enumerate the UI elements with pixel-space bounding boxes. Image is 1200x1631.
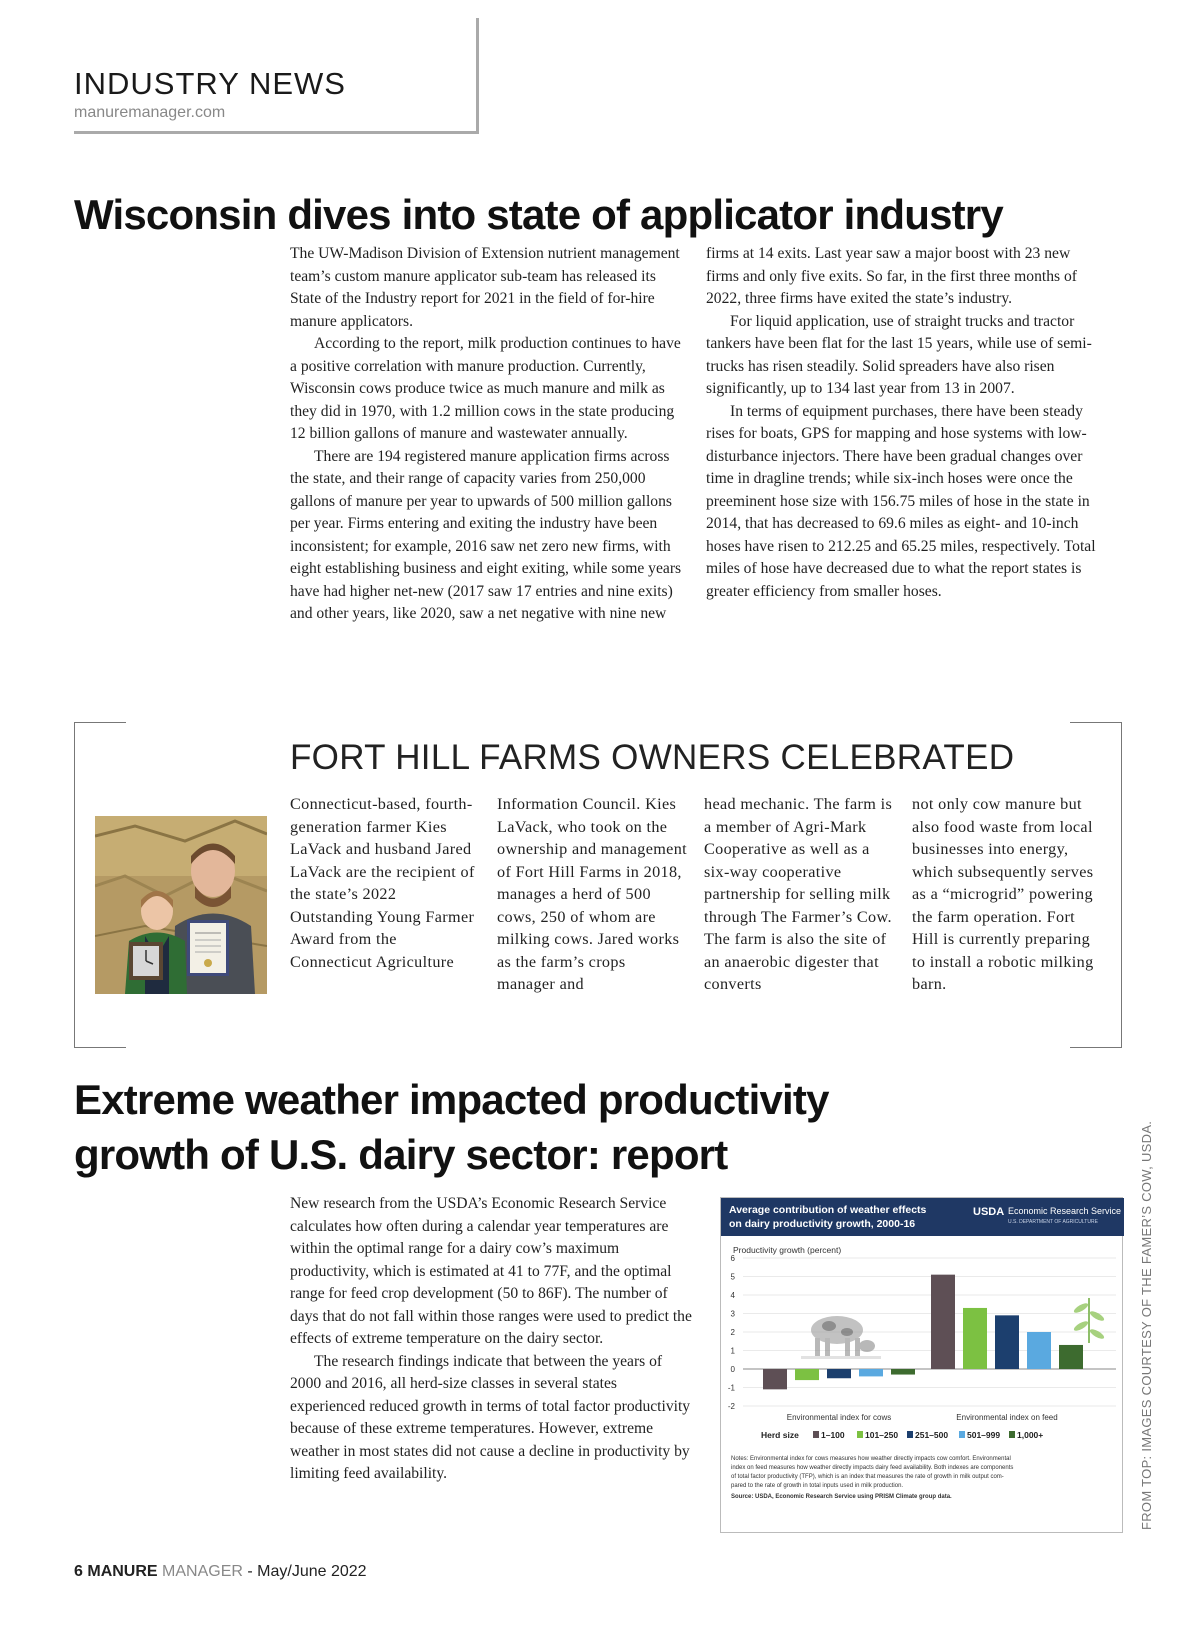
chart-category-label: Environmental index on feed — [956, 1413, 1058, 1422]
chart-bar — [763, 1369, 787, 1389]
magazine-name-bold: MANURE — [87, 1563, 158, 1580]
section-header — [74, 18, 479, 134]
box-title: FORT HILL FARMS OWNERS CELEBRATED — [290, 738, 1015, 777]
chart-notes-line: index on feed measures how weather directly impacts dairy feed availability. Both indexes are components — [731, 1465, 1014, 1471]
chart-tick-label: 1 — [730, 1346, 735, 1356]
chart-bar — [995, 1315, 1019, 1369]
chart-bar — [1027, 1332, 1051, 1369]
chart-legend-label: 1–100 — [821, 1430, 845, 1440]
chart-category-label: Environmental index for cows — [786, 1413, 892, 1422]
chart-legend-swatch — [857, 1431, 863, 1438]
paragraph: The research findings indicate that between the years of 2000 and 2016, all herd-size classes in several states experienced reduced growth in terms of total factor productivity because of these extreme temperatures. However, extreme weather in most states did not cause a decline in productivity by limiting feed availability. — [290, 1352, 691, 1482]
section-site: manuremanager.com — [74, 104, 226, 121]
box-col-2: Information Council. Kies LaVack, who took on the ownership and management of Fort Hill Farms in 2018, manages a herd of 500 cows, 250 of whom are milking cows. Jared works as the farm’s crops manager and — [497, 795, 688, 993]
cow-icon — [801, 1316, 881, 1359]
chart-notes-line: pared to the rate of growth in total inputs used in milk production. — [731, 1483, 904, 1489]
chart-legend-swatch — [907, 1431, 913, 1438]
article3-col1 — [290, 1193, 695, 1486]
chart-bar — [859, 1369, 883, 1376]
article1-col2 — [706, 243, 1104, 603]
chart-title: on dairy productivity growth, 2000-16 — [729, 1218, 916, 1230]
chart-bar — [795, 1369, 819, 1380]
page-footer — [74, 1563, 367, 1581]
article3-headline — [74, 1072, 829, 1182]
paragraph: The UW-Madison Division of Extension nutrient management team’s custom manure applicator sub-team has released its State of the Industry report for 2021 in the field of for-hire manure applicators. — [290, 245, 680, 330]
chart-bar — [931, 1275, 955, 1369]
chart-legend-swatch — [813, 1431, 819, 1438]
chart-tick-label: 2 — [730, 1328, 735, 1337]
chart-tick-label: -2 — [727, 1402, 735, 1411]
photo-credit: FROM TOP: IMAGES COURTESY OF THE FAMER’S COW, USDA. — [1139, 1120, 1154, 1530]
chart-tick-label: -1 — [727, 1383, 735, 1393]
paragraph: There are 194 registered manure application firms across the state, and their range of capacity varies from 250,000 gallons of manure per year to upwards of 500 million gallons per year. Firms entering and exiting the industry have been inconsistent; for example, 2016 saw net zero new firms, with eight establishing business and eight exiting, while some years have had higher net-new (2017 saw 17 entries and nine exits) and other years, like 2020, saw a net negative with nine new — [290, 447, 682, 622]
chart-ylabel: Productivity growth (percent) — [733, 1245, 842, 1255]
article1-headline: Wisconsin dives into state of applicator industry — [74, 191, 1003, 238]
chart-legend-label: 1,000+ — [1017, 1430, 1044, 1440]
chart-tick-label: 5 — [730, 1272, 735, 1282]
chart-svg — [721, 1198, 1124, 1534]
chart-source: Source: USDA, Economic Research Service using PRISM Climate group data. — [731, 1494, 952, 1500]
chart-legend-label: 501–999 — [967, 1430, 1001, 1440]
chart-bar — [963, 1308, 987, 1369]
paragraph: In terms of equipment purchases, there have been steady rises for boats, GPS for mapping and hose systems with low-disturbance injectors. There have been gradual changes over time in dragline trends; while six-inch hoses were once the preeminent hose size with 156.75 miles of hose in the state in 2014, that has decreased to 69.6 miles as eight- and 10-inch hoses have risen to 212.25 and 65.25 miles, respectively. Total miles of hose have decreased due to what the report states is greater efficiency from smaller hoses. — [706, 402, 1096, 600]
box-col-4: not only cow manure but also food waste from local businesses into energy, which subsequently serves as a “microgrid” powering the farm operation. Fort Hill is currently preparing to install a robotic milking barn. — [912, 795, 1094, 993]
box-col-3: head mechanic. The farm is a member of Agri-Mark Cooperative as well as a six-way cooperative partnership for selling milk through The Farmer’s Cow. The farm is also the site of an anaerobic digester that converts — [704, 795, 893, 993]
chart-tick-label: 3 — [730, 1309, 735, 1319]
productivity-chart — [720, 1197, 1123, 1533]
issue-date: May/June 2022 — [257, 1563, 367, 1580]
paragraph: For liquid application, use of straight trucks and tractor tankers have been flat for the last 15 years, while use of semi-trucks has risen steadily. Solid spreaders have also risen significantly, up to 134 last year from 13 in 2007. — [706, 312, 1092, 397]
chart-tick-label: 0 — [730, 1365, 735, 1374]
chart-bar — [1059, 1345, 1083, 1369]
chart-tick-label: 4 — [730, 1291, 735, 1300]
chart-legend-swatch — [1009, 1431, 1015, 1438]
chart-legend-title: Herd size — [761, 1430, 799, 1440]
chart-legend-label: 251–500 — [915, 1430, 949, 1440]
plant-icon — [1073, 1298, 1106, 1343]
footer-separator: - — [247, 1563, 253, 1580]
chart-brand-line: Economic Research Service — [1008, 1206, 1122, 1216]
chart-brand-subline: U.S. DEPARTMENT OF AGRICULTURE — [1008, 1219, 1098, 1225]
chart-legend-swatch — [959, 1431, 965, 1438]
page-number: 6 — [74, 1563, 83, 1580]
magazine-name-light: MANAGER — [162, 1563, 243, 1580]
paragraph: According to the report, milk production continues to have a positive correlation with manure production. Currently, Wisconsin cows produce twice as much manure and milk as they did in 1970, with 1.2 million cows in the state producing 12 billion gallons of manure and wastewater annually. — [290, 335, 681, 442]
chart-title: Average contribution of weather effects — [729, 1204, 927, 1216]
chart-notes-line: Notes: Environmental index for cows measures how weather directly impacts cow comfort. Environmental — [731, 1456, 1011, 1462]
chart-legend-label: 101–250 — [865, 1430, 899, 1440]
headline-line: growth of U.S. dairy sector: report — [74, 1131, 728, 1178]
chart-notes-line: of total factor productivity (TFP), which is an index that measures the rate of growth in milk output com- — [731, 1474, 1004, 1480]
paragraph: New research from the USDA’s Economic Research Service calculates how often during a calendar year temperatures are within the optimal range for a dairy cow’s maximum productivity, which is estimated at 41 to 77F, and the optimal range for feed crop development (50 to 86F). The number of days that do not fall within those ranges were used to predict the effects of extreme temperature on the dairy sector. — [290, 1195, 692, 1347]
article1-col1 — [290, 243, 685, 626]
headline-line: Extreme weather impacted productivity — [74, 1076, 829, 1123]
paragraph: firms at 14 exits. Last year saw a major boost with 23 new firms and only five exits. So far, in the first three months of 2022, three firms have exited the state’s industry. — [706, 245, 1077, 307]
section-title: INDUSTRY NEWS — [74, 66, 346, 101]
chart-bar — [891, 1369, 915, 1375]
farmers-photo — [95, 816, 267, 994]
box-col-1: Connecticut-based, fourth-generation farmer Kies LaVack and husband Jared LaVack are the recipient of the state’s 2022 Outstanding Young Farmer Award from the Connecticut Agriculture — [290, 795, 475, 971]
chart-bar — [827, 1369, 851, 1378]
usda-logo: USDA — [973, 1206, 1005, 1218]
chart-tick-label: 6 — [730, 1254, 735, 1263]
